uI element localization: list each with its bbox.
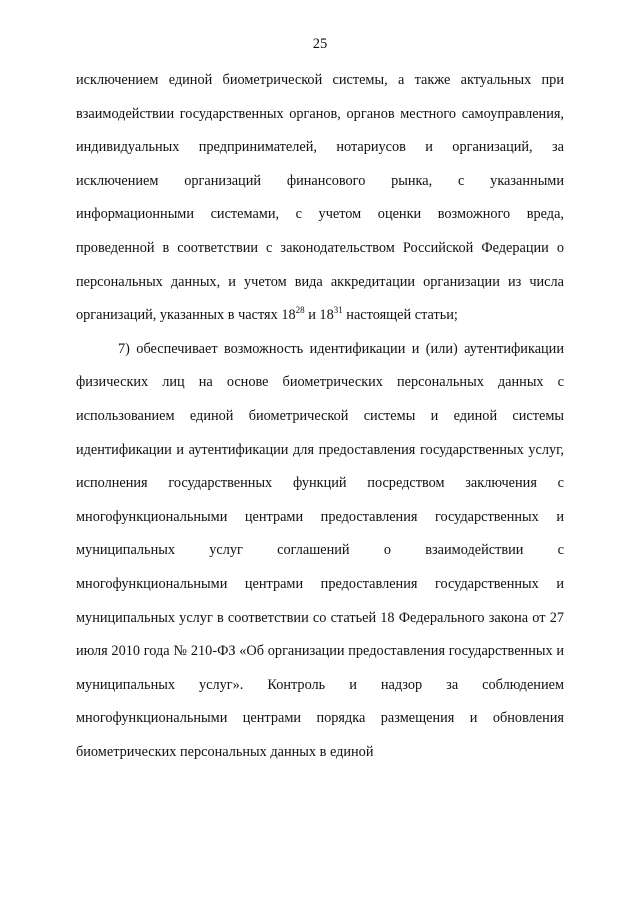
superscript: 28 [295,305,305,316]
paragraph-text: и 18 [304,307,334,324]
superscript: 31 [333,305,343,316]
paragraph-item-7 [76,333,564,770]
paragraph-text: 7) обеспечивает возможность идентификации и (или) аутентификации физических лиц на основе биометрических персональных данных с использованием единой биометрической системы и единой системы идентификации и аутентификации для предоставления государственных услуг, исполнения государственных функций посредством заключения с многофункциональными центрами предоставления государственных и муниципальных услуг соглашений о взаимодействии с многофункциональными центрами предоставления государственных и муниципальных услуг в соответствии со статьей 18 Федерального закона от 27 июля 2010 года № 210-ФЗ «Об организации предоставления государственных и муниципальных услуг». Контроль и надзор за соблюдением многофункциональными центрами порядка размещения и обновления биометрических персональных данных в единой [76,340,564,760]
paragraph-text: исключением единой биометрической системы, а также актуальных при взаимодействии государственных органов, органов местного самоуправления, индивидуальных предпринимателей, нотариусов и организаций, за исключением организаций финансового рынка, с указанными информационными системами, с учетом оценки возможного вреда, проведенной в соответствии с законодательством Российской Федерации о персональных данных, и учетом вида аккредитации организации из числа организаций, указанных в частях 18 [76,72,564,324]
paragraph-text: настоящей статьи; [342,307,458,324]
paragraph-continuation [76,64,564,333]
page-number: 25 [312,36,328,52]
